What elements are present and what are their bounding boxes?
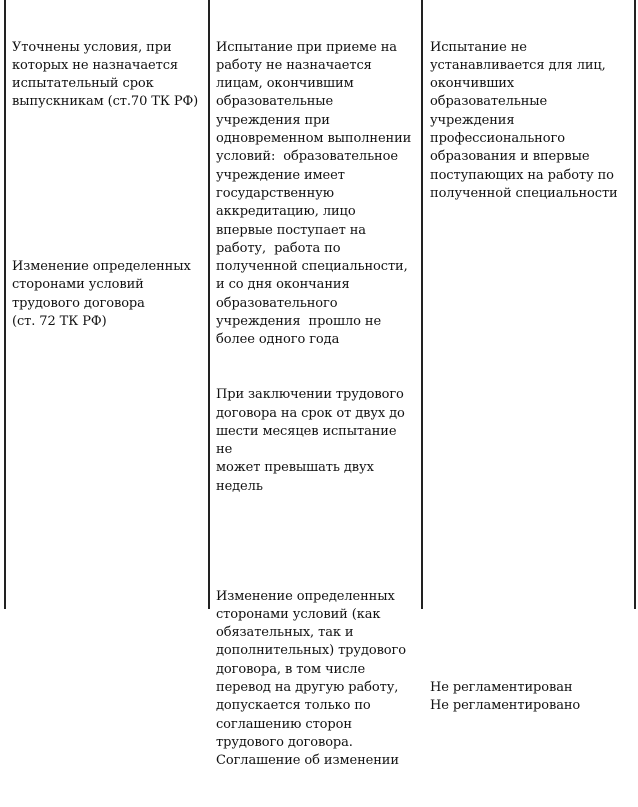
contract-terms-change-heading: Изменение определенных сторонами условий трудового договора (ст. 72 ТК РФ)	[12, 259, 191, 330]
table-border-left	[4, 0, 6, 609]
short-contract-probation-rule: При заключении трудового договора на срок от двух до шести месяцев испытание не может превышать двух недель	[216, 387, 405, 494]
table-border-right	[634, 0, 636, 609]
table-cell-column-1	[12, 2, 202, 368]
table-cell-column-3	[430, 2, 630, 752]
probation-graduates-old-rule: Испытание не устанавливается для лиц, окончивших образовательные учреждения профессионального образования и впервые поступающих на работу по полученной специальности	[430, 39, 618, 201]
contract-terms-change-rule: Изменение определенных сторонами условий (как обязательных, так и дополнительных) трудового договора, в том числе перевод на другую работу, допускается только по соглашению сторон трудового договора. Соглашение об изменении	[216, 588, 406, 769]
table-cell-column-2	[216, 2, 416, 807]
probation-graduates-new-rule: Испытание при приеме на работу не назначается лицам, окончившим образовательные учреждения при одновременном выполнении условий: образовательное учреждение имеет государственную аккредитацию, лицо впервые поступает на работу, работа по полученной специальности, и со дня окончания образовательного учреждения прошло не более одного года	[216, 39, 412, 348]
table-border-col1-col2	[208, 0, 210, 609]
probation-graduates-heading: Уточнены условия, при которых не назначается испытательный срок выпускникам (ст.70 ТК РФ)	[12, 39, 199, 110]
table-border-col2-col3	[421, 0, 423, 609]
not-regulated-notes: Не регламентирован Не регламентировано	[430, 679, 581, 714]
